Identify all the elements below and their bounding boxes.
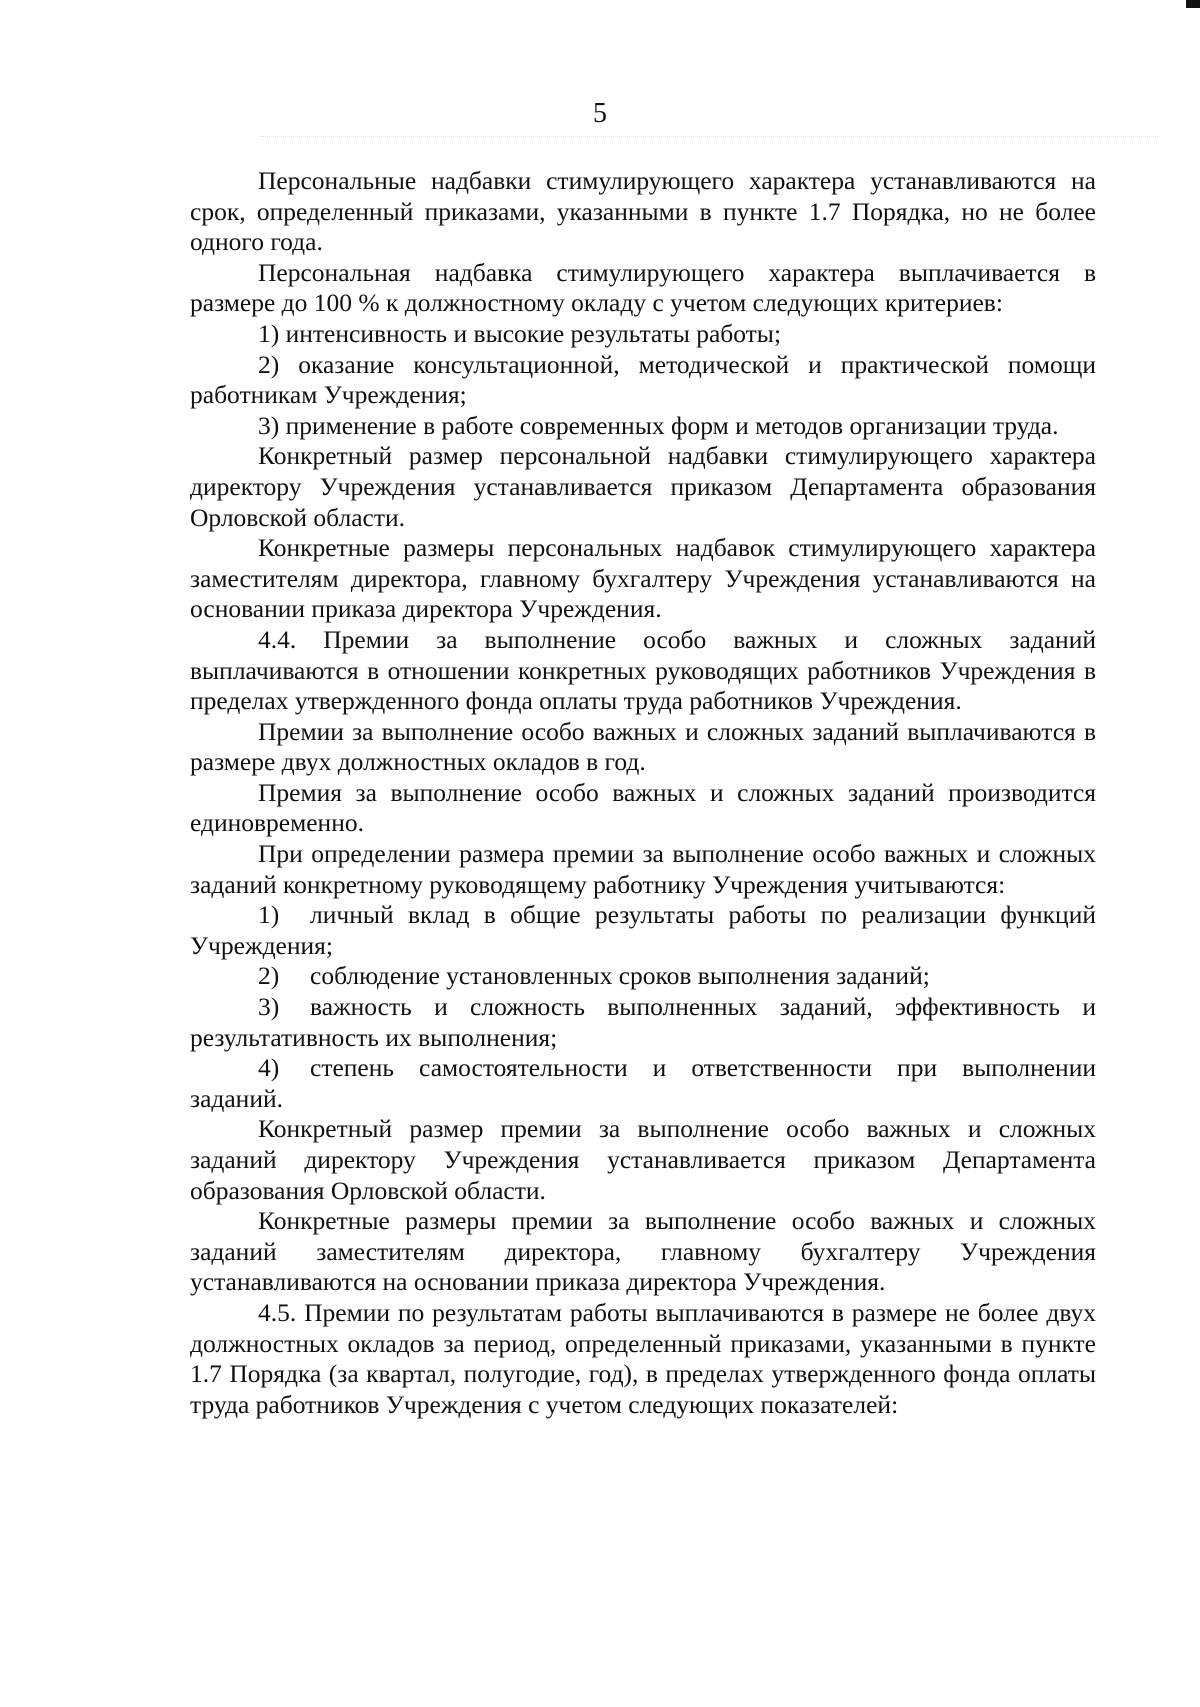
- consideration-number: 2): [258, 961, 280, 991]
- criterion-consulting-help: 2) оказание консультационной, методической и практической помощи работникам Учреждения;: [190, 349, 1096, 410]
- consideration-item-2: [190, 961, 1096, 992]
- header-scan-dots: [260, 136, 1160, 141]
- paragraph-section-4-4: 4.4. Премии за выполнение особо важных и сложных заданий выплачиваются в отношении конкретных руководящих работников Учреждения в пределах утвержденного фонда оплаты труда работников Учреждения.: [190, 624, 1096, 716]
- paragraph-director-bonus: Конкретный размер персональной надбавки стимулирующего характера директору Учреждения устанавливается приказом Департамента образования Орловской области.: [190, 441, 1096, 532]
- document-body: [190, 166, 1096, 1420]
- paragraph-premium-size: Премии за выполнение особо важных и сложных заданий выплачиваются в размере двух должностных окладов в год.: [190, 716, 1096, 777]
- paragraph-premium-considerations: При определении размера премии за выполнение особо важных и сложных заданий конкретному руководящему работнику Учреждения учитываются:: [190, 839, 1096, 899]
- consideration-text: важность и сложность выполненных заданий, эффективность и результативность их выполнения;: [190, 992, 1096, 1052]
- consideration-text: степень самостоятельности и ответственности при выполнении заданий.: [190, 1053, 1096, 1113]
- criterion-intensity: 1) интенсивность и высокие результаты работы;: [258, 318, 782, 348]
- paragraph-premium-onetime: Премия за выполнение особо важных и сложных заданий производится единовременно.: [190, 777, 1096, 838]
- consideration-item-1: [190, 900, 1096, 961]
- paragraph-deputies-bonus: Конкретные размеры персональных надбавок стимулирующего характера заместителям директора, главному бухгалтеру Учреждения устанавливаются на основании приказа директора Учреждения.: [190, 533, 1096, 624]
- page-number: 5: [593, 98, 607, 129]
- consideration-text: соблюдение установленных сроков выполнения заданий;: [310, 961, 930, 991]
- paragraph-director-premium: Конкретный размер премии за выполнение особо важных и сложных заданий директору Учреждения устанавливается приказом Департамента образования Орловской области.: [190, 1114, 1096, 1205]
- paragraph-deputies-premium: Конкретные размеры премии за выполнение особо важных и сложных заданий заместителям директора, главному бухгалтеру Учреждения устанавливаются на основании приказа директора Учреждения.: [190, 1206, 1096, 1297]
- consideration-number: 3): [258, 992, 280, 1022]
- consideration-text: личный вклад в общие результаты работы по реализации функций Учреждения;: [190, 900, 1096, 960]
- paragraph-section-4-5: 4.5. Премии по результатам работы выплачиваются в размере не более двух должностных окладов за период, определенный приказами, указанными в пункте 1.7 Порядка (за квартал, полугодие, год), в пределах утвержденного фонда оплаты труда работников Учреждения с учетом следующих показателей:: [190, 1297, 1096, 1419]
- paragraph-personal-bonus-term: Персональные надбавки стимулирующего характера устанавливаются на срок, определенный приказами, указанными в пункте 1.7 Порядка, но не более одного года.: [190, 166, 1096, 257]
- consideration-item-4: [190, 1053, 1096, 1114]
- paragraph-personal-bonus-size: Персональная надбавка стимулирующего характера выплачивается в размере до 100 % к должностному окладу с учетом следующих критериев:: [190, 257, 1096, 318]
- consideration-number: 4): [258, 1053, 280, 1083]
- consideration-item-3: [190, 992, 1096, 1053]
- scan-corner-mark: [1186, 0, 1200, 8]
- criterion-modern-methods: 3) применение в работе современных форм и методов организации труда.: [258, 410, 1059, 440]
- consideration-number: 1): [258, 900, 280, 930]
